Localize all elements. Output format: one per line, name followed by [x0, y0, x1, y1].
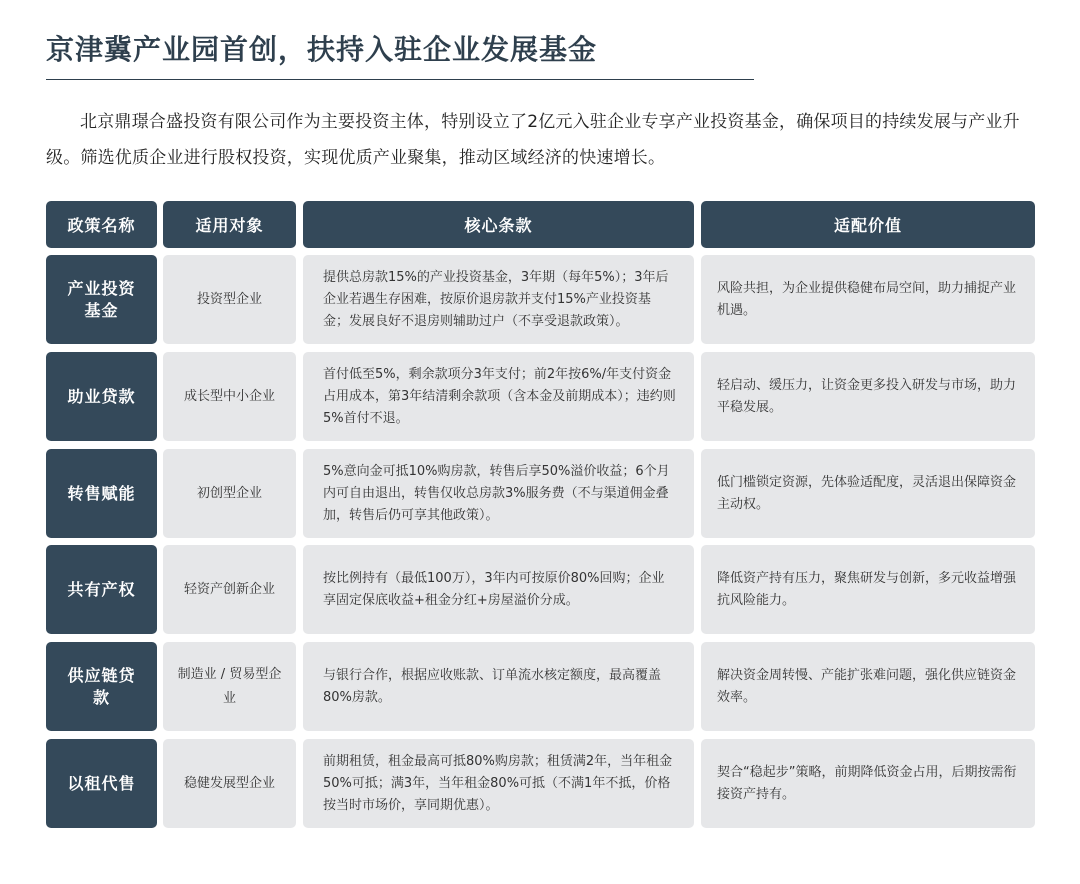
- row-value: 契合“稳起步”策略，前期降低资金占用，后期按需衔接资产持有。: [701, 739, 1035, 828]
- row-value: 风险共担，为企业提供稳健布局空间，助力捕捉产业机遇。: [701, 255, 1035, 344]
- row-target: 初创型企业: [163, 449, 296, 538]
- row-terms: 按比例持有（最低100万），3年内可按原价80%回购；企业享固定保底收益+租金分红+房屋溢价分成。: [303, 545, 694, 634]
- row-value: 轻启动、缓压力，让资金更多投入研发与市场，助力平稳发展。: [701, 352, 1035, 441]
- header-terms: 核心条款: [303, 201, 694, 248]
- header-value: 适配价值: [701, 201, 1035, 248]
- row-value: 解决资金周转慢、产能扩张难问题，强化供应链资金效率。: [701, 642, 1035, 731]
- row-target: 轻资产创新企业: [163, 545, 296, 634]
- title-divider: [46, 79, 754, 80]
- row-policy-name: 转售赋能: [46, 449, 157, 538]
- header-target: 适用对象: [163, 201, 296, 248]
- row-value: 降低资产持有压力，聚焦研发与创新，多元收益增强抗风险能力。: [701, 545, 1035, 634]
- row-terms: 与银行合作，根据应收账款、订单流水核定额度，最高覆盖80%房款。: [303, 642, 694, 731]
- row-target: 制造业 / 贸易型企业: [163, 642, 296, 731]
- row-target: 投资型企业: [163, 255, 296, 344]
- row-target: 成长型中小企业: [163, 352, 296, 441]
- row-terms: 5%意向金可抵10%购房款，转售后享50%溢价收益；6个月内可自由退出，转售仅收总房款3%服务费（不与渠道佣金叠加，转售后仍可享其他政策）。: [303, 449, 694, 538]
- row-policy-name: 助业贷款: [46, 352, 157, 441]
- row-value: 低门槛锁定资源，先体验适配度，灵活退出保障资金主动权。: [701, 449, 1035, 538]
- row-policy-name: 共有产权: [46, 545, 157, 634]
- row-policy-name: 供应链贷款: [46, 642, 157, 731]
- row-policy-name: 产业投资基金: [46, 255, 157, 344]
- row-terms: 提供总房款15%的产业投资基金，3年期（每年5%）；3年后企业若遇生存困难，按原价退房款并支付15%产业投资基金；发展良好不退房则辅助过户（不享受退款政策）。: [303, 255, 694, 344]
- row-policy-name: 以租代售: [46, 739, 157, 828]
- header-policy-name: 政策名称: [46, 201, 157, 248]
- row-terms: 首付低至5%，剩余款项分3年支付；前2年按6%/年支付资金占用成本，第3年结清剩余款项（含本金及前期成本）；违约则5%首付不退。: [303, 352, 694, 441]
- row-terms: 前期租赁，租金最高可抵80%购房款；租赁满2年，当年租金50%可抵；满3年，当年租金80%可抵（不满1年不抵，价格按当时市场价，享同期优惠）。: [303, 739, 694, 828]
- row-target: 稳健发展型企业: [163, 739, 296, 828]
- page-title: 京津冀产业园首创，扶持入驻企业发展基金: [46, 33, 598, 66]
- intro-paragraph: 北京鼎璟合盛投资有限公司作为主要投资主体，特别设立了2亿元入驻企业专享产业投资基金，确保项目的持续发展与产业升级。筛选优质企业进行股权投资，实现优质产业聚集，推动区域经济的快速增长。: [46, 112, 1020, 168]
